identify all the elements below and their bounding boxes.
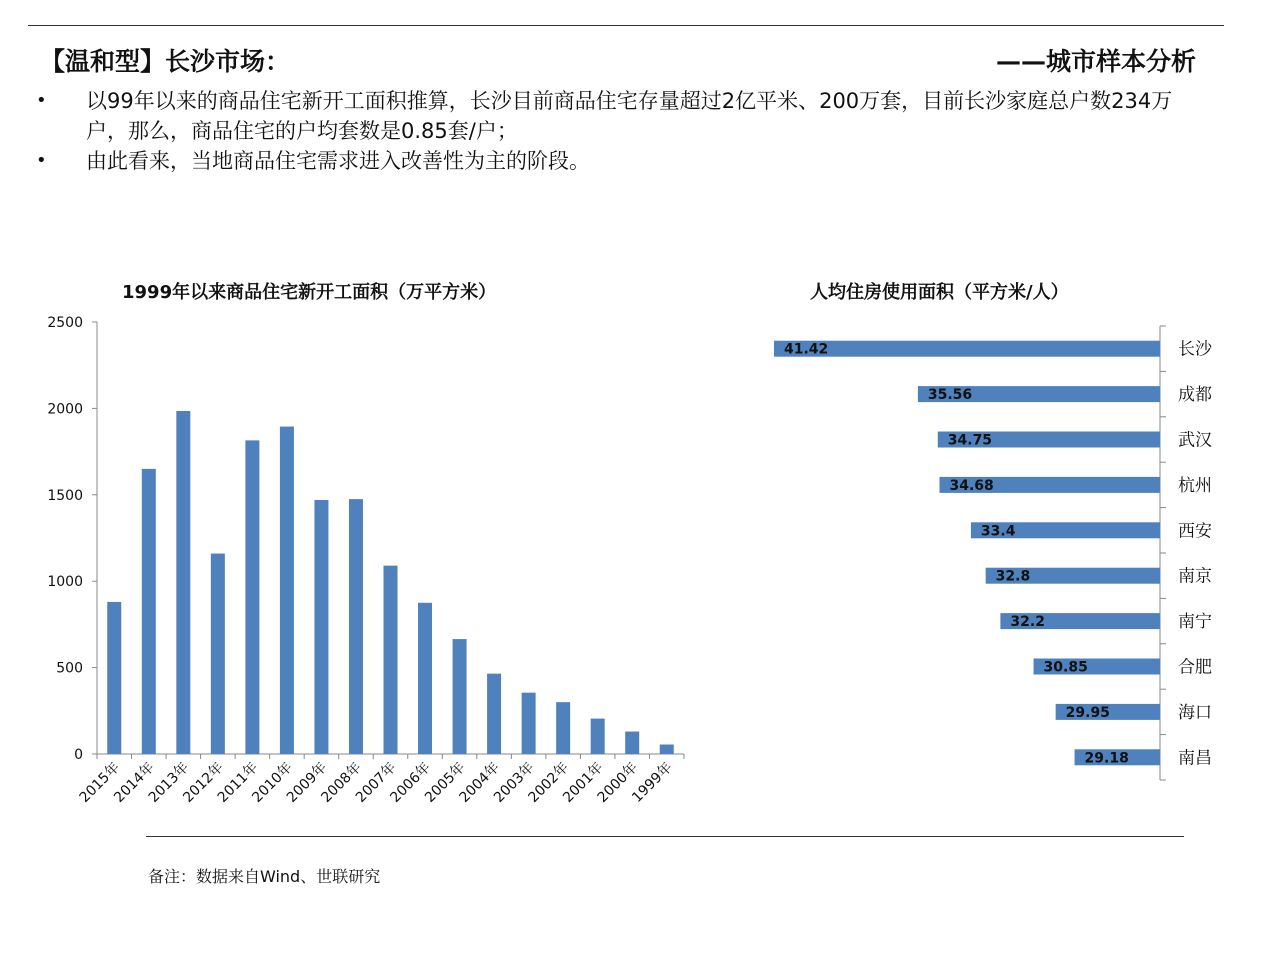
x-tick-label: 2003年 — [491, 759, 538, 806]
x-tick-label: 2006年 — [387, 759, 434, 806]
category-label: 南京 — [1178, 566, 1212, 587]
bar-value-label: 29.18 — [1084, 750, 1129, 767]
category-label: 成都 — [1178, 385, 1212, 406]
category-label: 长沙 — [1178, 339, 1212, 360]
bar-value-label: 41.42 — [784, 341, 829, 358]
x-tick-label: 2007年 — [352, 759, 400, 806]
category-label: 杭州 — [1178, 475, 1212, 496]
bullet-item: • 由此看来，当地商品住宅需求进入改善性为主的阶段。 — [34, 146, 1214, 176]
x-tick-label: 2004年 — [456, 759, 503, 806]
category-label: 海口 — [1178, 702, 1212, 723]
x-tick-label: 2005年 — [421, 759, 469, 806]
x-tick-label: 2001年 — [560, 759, 607, 806]
x-tick-label: 2009年 — [283, 759, 331, 806]
x-tick-label: 1999年 — [629, 759, 676, 806]
y-tick-label: 2500 — [47, 315, 83, 331]
x-tick-label: 2010年 — [249, 759, 296, 806]
x-tick-label: 2012年 — [180, 759, 227, 806]
footer-note: 备注：数据来自Wind、世联研究 — [148, 867, 381, 886]
x-tick-label: 2011年 — [214, 759, 262, 806]
right-chart-title: 人均住房使用面积（平方米/人） — [810, 282, 1069, 303]
bar-value-label: 34.75 — [947, 432, 993, 449]
page-title: 【温和型】长沙市场： — [40, 47, 291, 76]
category-label: 合肥 — [1178, 657, 1212, 678]
x-tick-label: 2002年 — [525, 759, 572, 806]
x-tick-label: 2013年 — [145, 759, 193, 806]
y-tick-label: 500 — [56, 660, 83, 677]
x-tick-label: 2000年 — [594, 759, 642, 806]
y-tick-label: 1000 — [47, 574, 83, 591]
bar — [774, 341, 1160, 357]
left-chart-title: 1999年以来商品住宅新开工面积（万平方米） — [122, 282, 497, 303]
bullet-item: • 以99年以来的商品住宅新开工面积推算，长沙目前商品住宅存量超过2亿平米、200万套，目前长沙家庭总户数234万户，那么，商品住宅的户均套数是0.85套/户； — [34, 86, 1214, 146]
category-label: 南昌 — [1178, 748, 1212, 769]
category-label: 西安 — [1178, 521, 1212, 542]
category-label: 南宁 — [1178, 612, 1212, 633]
y-tick-label: 2000 — [47, 401, 83, 418]
y-tick-label: 1500 — [47, 487, 83, 504]
x-tick-label: 2014年 — [111, 759, 158, 806]
x-tick-label: 2015年 — [76, 759, 124, 806]
bar-value-label: 29.95 — [1065, 704, 1110, 721]
bar-value-label: 35.56 — [927, 387, 973, 404]
bar-value-label: 33.4 — [980, 523, 1016, 540]
category-label: 武汉 — [1178, 430, 1212, 451]
bar-value-label: 34.68 — [949, 477, 994, 494]
y-tick-label: 0 — [74, 747, 83, 763]
bottom-rule — [146, 836, 1184, 837]
bar-value-label: 32.8 — [995, 568, 1031, 585]
bar-value-label: 32.2 — [1010, 614, 1045, 631]
x-tick-label: 2008年 — [318, 759, 365, 806]
page-subtitle: ——城市样本分析 — [995, 47, 1196, 76]
bar-value-label: 30.85 — [1043, 659, 1088, 676]
